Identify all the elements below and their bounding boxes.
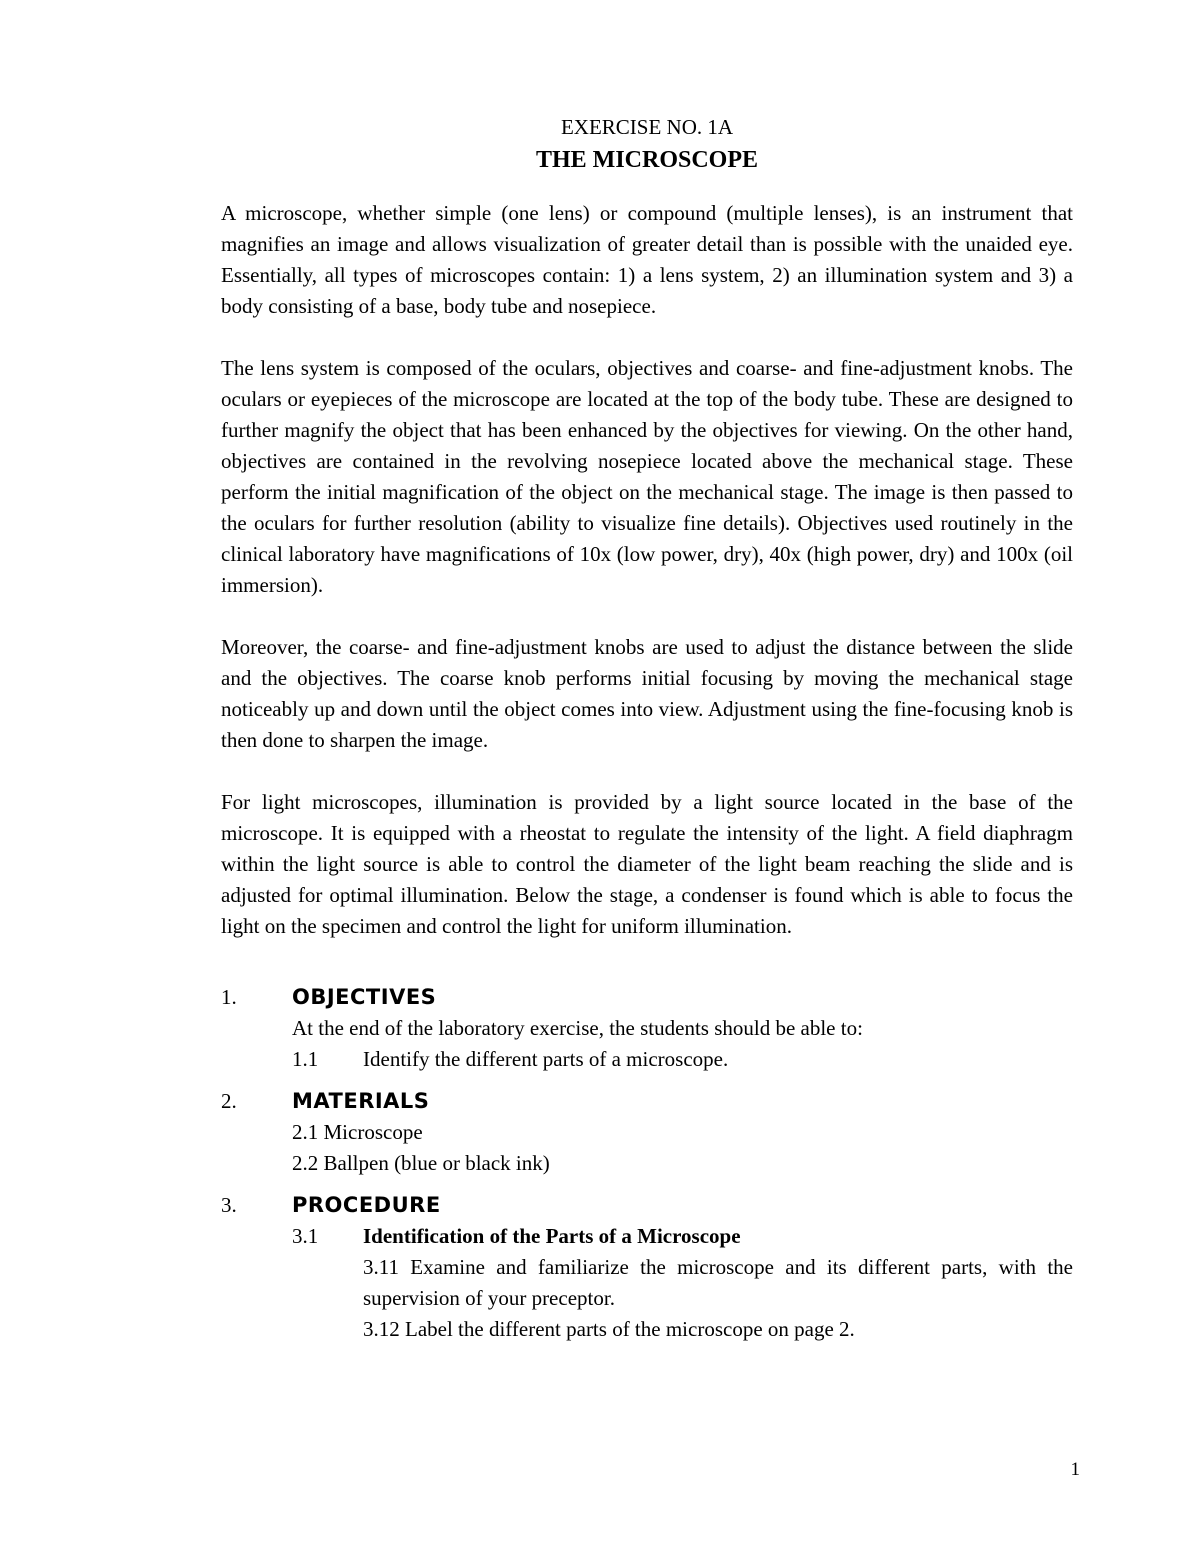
adjustment-knobs-paragraph: Moreover, the coarse- and fine-adjustment knobs are used to adjust the distance between the slide and the objectives. The coarse knob performs initial focusing by moving the mechanical stage noticeably up and down until the object comes into view. Adjustment using the fine-focusing knob is then done to sharpen the image. xyxy=(221,635,1073,752)
section-procedure-body xyxy=(292,1221,1073,1252)
section-materials-body xyxy=(292,1117,1073,1179)
procedure-step: 3.12 Label the different parts of the microscope on page 2. xyxy=(363,1317,855,1341)
item-number: 1.1 xyxy=(292,1047,319,1071)
list-item: 2.1 Microscope xyxy=(292,1120,423,1144)
section-title: MATERIALS xyxy=(292,1089,430,1113)
sub-number: 3.1 xyxy=(292,1224,319,1248)
lens-system-paragraph: The lens system is composed of the oculars, objectives and coarse- and fine-adjustment knobs. The oculars or eyepieces of the microscope are located at the top of the body tube. These are designed to further magnify the object that has been enhanced by the objectives for viewing. On the other hand, objectives are contained in the revolving nosepiece located above the mechanical stage. These perform the initial magnification of the object on the mechanical stage. The image is then passed to the oculars for further resolution (ability to visualize fine details). Objectives used routinely in the clinical laboratory have magnifications of 10x (low power, dry), 40x (high power, dry) and 100x (oil immersion). xyxy=(221,356,1073,597)
procedure-subheading xyxy=(292,1221,1073,1252)
section-number: 2. xyxy=(221,1089,237,1113)
page-title: THE MICROSCOPE xyxy=(535,147,759,173)
section-title: PROCEDURE xyxy=(292,1193,441,1217)
objectives-intro: At the end of the laboratory exercise, the students should be able to: xyxy=(292,1016,863,1040)
section-number: 1. xyxy=(221,985,237,1009)
page-number: 1 xyxy=(1070,1459,1080,1480)
section-number: 3. xyxy=(221,1193,237,1217)
section-objectives-body xyxy=(292,1013,1073,1075)
procedure-step: 3.11 Examine and familiarize the microscope and its different parts, with the supervision of your preceptor. xyxy=(363,1255,1073,1310)
page-content xyxy=(221,112,1073,1345)
intro-paragraph: A microscope, whether simple (one lens) or compound (multiple lenses), is an instrument that magnifies an image and allows visualization of greater detail than is possible with the unaided eye. Essentially, all types of microscopes contain: 1) a lens system, 2) an illumination system and 3) a body consisting of a base, body tube and nosepiece. xyxy=(221,201,1073,318)
sub-title: Identification of the Parts of a Microscope xyxy=(363,1224,741,1248)
list-item: 2.2 Ballpen (blue or black ink) xyxy=(292,1151,550,1175)
section-objectives-heading xyxy=(221,981,1073,1013)
item-text: Identify the different parts of a microscope. xyxy=(363,1047,729,1071)
exercise-number: EXERCISE NO. 1A xyxy=(560,115,734,139)
objectives-item xyxy=(292,1044,1073,1075)
illumination-paragraph: For light microscopes, illumination is provided by a light source located in the base of the microscope. It is equipped with a rheostat to regulate the intensity of the light. A field diaphragm within the light source is able to control the diameter of the light beam reaching the slide and is adjusted for optimal illumination. Below the stage, a condenser is found which is able to focus the light on the specimen and control the light for uniform illumination. xyxy=(221,790,1073,938)
section-procedure-heading xyxy=(221,1189,1073,1221)
section-title: OBJECTIVES xyxy=(292,985,437,1009)
section-materials-heading xyxy=(221,1085,1073,1117)
